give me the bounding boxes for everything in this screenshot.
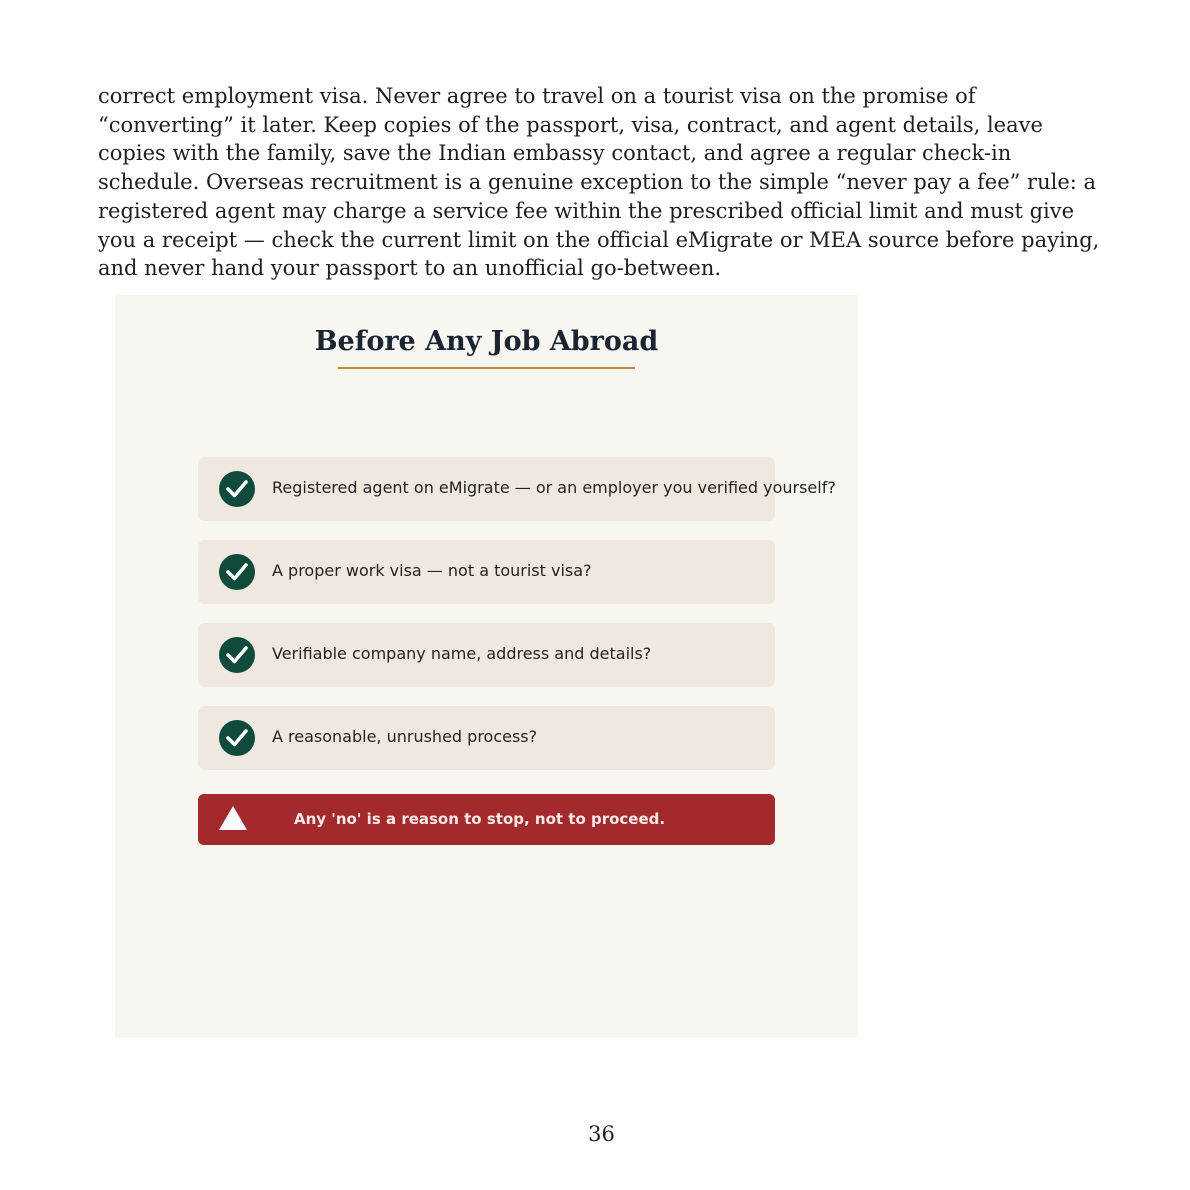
warning-banner <box>198 794 775 845</box>
checklist-item <box>198 706 775 770</box>
checklist-item-label: A reasonable, unrushed process? <box>272 727 538 746</box>
checklist-item-label: Registered agent on eMigrate — or an employer you verified yourself? <box>272 478 836 497</box>
warning-triangle-icon <box>218 805 248 835</box>
body-paragraph: correct employment visa. Never agree to travel on a tourist visa on the promise of “converting” it later. Keep copies of the passport, visa, contract, and agent details, leave copies with the family, save the Indian embassy contact, and agree a regular check-in schedule. Overseas recruitment is a genuine exception to the simple “never pay a fee” rule: a registered agent may charge a service fee within the prescribed official limit and must give you a receipt — check the current limit on the official eMigrate or MEA source before paying, and never hand your passport to an unofficial go-between. <box>98 84 1100 281</box>
checklist-item-label: Verifiable company name, address and details? <box>272 644 652 663</box>
check-circle-icon <box>219 471 255 507</box>
figure-title: Before Any Job Abroad <box>314 326 659 357</box>
check-circle-icon <box>219 720 255 756</box>
checklist-item-label: A proper work visa — not a tourist visa? <box>272 561 592 580</box>
warning-label: Any 'no' is a reason to stop, not to proceed. <box>294 810 666 828</box>
page-number: 36 <box>588 1122 615 1146</box>
checklist-item <box>198 540 775 604</box>
check-circle-icon <box>219 637 255 673</box>
check-circle-icon <box>219 554 255 590</box>
title-underline <box>338 367 635 369</box>
checklist-item <box>198 623 775 687</box>
checklist-item <box>198 457 836 521</box>
